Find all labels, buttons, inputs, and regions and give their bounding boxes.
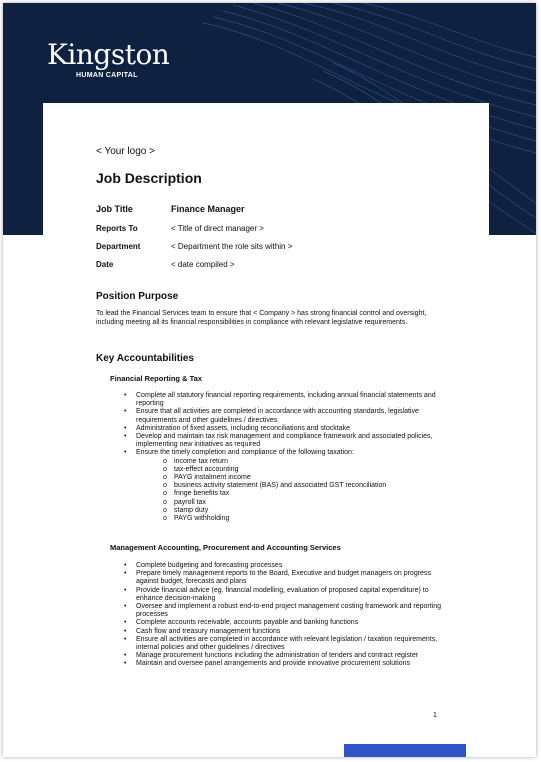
bullet-icon: •: [124, 433, 127, 441]
field-label-reports-to: Reports To: [96, 224, 138, 233]
financial-reporting-heading: Financial Reporting & Tax: [110, 374, 202, 383]
footer-accent-bar: [344, 744, 466, 757]
key-accountabilities-heading: Key Accountabilities: [96, 353, 194, 364]
bullet-icon: •: [124, 392, 127, 399]
list-item: • Oversee and implement a robust end-to-end project management costing framework and reporting processes: [124, 603, 442, 619]
list-item: • Manage procurement functions including the administration of tenders and contract register: [124, 652, 419, 660]
page-number: 1: [433, 712, 437, 719]
document-page: [3, 3, 536, 757]
logo-tagline: HUMAN CAPITAL: [76, 72, 138, 79]
list-item: • Develop and maintain tax risk management and compliance framework and associated policies, implementing new initiatives as required: [124, 433, 433, 449]
field-value-job-title: Finance Manager: [171, 204, 245, 214]
field-label-department: Department: [96, 242, 141, 251]
sub-list-item: o fringe benefits tax: [163, 490, 230, 498]
sub-list-item: o payroll tax: [163, 498, 206, 506]
sub-list-item: o PAYG withholding: [163, 515, 230, 523]
list-item: • Ensure that all activities are completed in accordance with accounting standards, legislative requirements and other guidelines / directives: [124, 408, 419, 424]
document-title: Job Description: [96, 170, 202, 186]
management-accounting-list: [110, 562, 446, 669]
bullet-icon: •: [124, 660, 127, 668]
sub-list-item: o stamp duty: [163, 506, 209, 514]
bullet-icon: •: [124, 652, 127, 660]
list-item: • Prepare timely management reports to the Board, Executive and budget managers on progress against budget, forecasts and plans: [124, 570, 431, 586]
field-value-department: < Department the role sits within >: [171, 242, 293, 251]
kingston-logo-wordmark: Kingston: [47, 38, 170, 71]
financial-reporting-list: [110, 392, 446, 523]
list-item: • Complete all statutory financial reporting requirements, including annual financial statements and reporting: [124, 392, 436, 408]
list-item: • Cash flow and treasury management functions: [124, 627, 281, 635]
position-purpose-text: To lead the Financial Services team to ensure that < Company > has strong financial control and oversight, including meeting all its financial responsibilities in compliance with relevant legislative requirements.: [96, 310, 427, 326]
bullet-icon: •: [124, 619, 127, 627]
bullet-icon: •: [124, 603, 127, 611]
list-item: • Provide financial advice (eg. financial modelling, evaluation of proposed capital expenditure) to enhance decision-making: [124, 586, 429, 602]
circle-bullet-icon: o: [163, 457, 167, 465]
bullet-icon: •: [124, 562, 127, 569]
circle-bullet-icon: o: [163, 506, 167, 514]
bullet-icon: •: [124, 424, 127, 432]
list-item: • Complete accounts receivable, accounts payable and banking functions: [124, 619, 359, 627]
bullet-icon: •: [124, 408, 127, 416]
bullet-icon: •: [124, 627, 127, 635]
circle-bullet-icon: o: [163, 490, 167, 498]
bullet-icon: •: [124, 586, 127, 594]
field-value-date: < date compiled >: [171, 260, 235, 269]
list-item: • Administration of fixed assets, including reconciliations and stocktake: [124, 424, 350, 432]
management-accounting-heading: Management Accounting, Procurement and Accounting Services: [110, 543, 341, 552]
list-item: • Complete budgeting and forecasting processes: [124, 562, 283, 569]
circle-bullet-icon: o: [163, 482, 167, 490]
taxation-sublist: [136, 458, 446, 524]
field-label-date: Date: [96, 260, 114, 269]
sub-list-item: o income tax return: [163, 457, 229, 465]
field-value-reports-to: < Title of direct manager >: [171, 224, 264, 233]
sub-list-item: o tax-effect accounting: [163, 465, 239, 473]
bullet-icon: •: [124, 570, 127, 578]
field-label-job-title: Job Title: [96, 204, 133, 214]
circle-bullet-icon: o: [163, 474, 167, 482]
bullet-icon: •: [124, 449, 127, 457]
list-item: • Maintain and oversee panel arrangements and provide innovative procurement solutions: [124, 660, 410, 668]
logo-placeholder: < Your logo >: [96, 146, 155, 157]
bullet-icon: •: [124, 635, 127, 643]
circle-bullet-icon: o: [163, 465, 167, 473]
list-item: • Ensure all activities are completed in accordance with relevant legislation / taxation requirements, internal policies and other guidelines / directives: [124, 635, 438, 652]
circle-bullet-icon: o: [163, 498, 167, 506]
sub-list-item: o business activity statement (BAS) and associated GST reconciliation: [163, 482, 387, 490]
position-purpose-heading: Position Purpose: [96, 291, 179, 302]
list-item: • Ensure the timely completion and compliance of the following taxation: o income tax return o tax-effect accounting o PAYG instalment income o business activity statement (BAS) and associated GST reconciliation o fringe benefits tax o payroll tax o stamp duty o PAYG withholding: [110, 449, 446, 523]
document-sheet: [43, 103, 489, 723]
sub-list-item: o PAYG instalment income: [163, 474, 251, 482]
circle-bullet-icon: o: [163, 515, 167, 523]
